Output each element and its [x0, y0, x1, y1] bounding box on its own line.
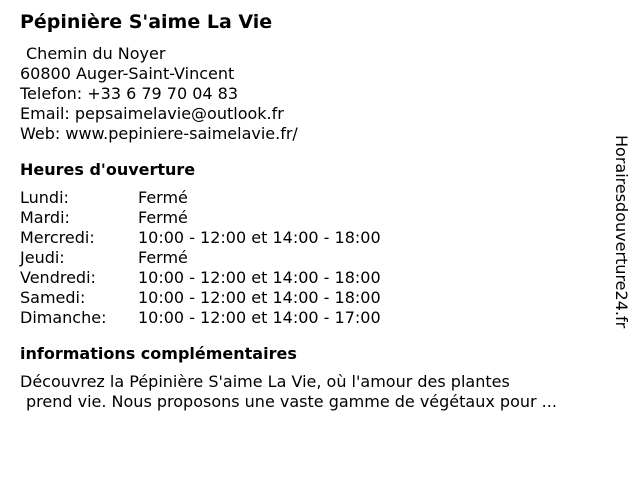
phone-number: Telefon: +33 6 79 70 04 83 [20, 84, 239, 103]
day-label: Lundi: [20, 188, 69, 207]
day-label: Mercredi: [20, 228, 95, 247]
hours-row-mercredi [20, 228, 381, 248]
hours-value: Fermé [138, 248, 188, 267]
website-address: Web: www.pepiniere-saimelavie.fr/ [20, 124, 298, 143]
day-label: Mardi: [20, 208, 70, 227]
day-label: Samedi: [20, 288, 86, 307]
hours-value: 10:00 - 12:00 et 14:00 - 18:00 [138, 288, 381, 307]
hours-row-vendredi [20, 268, 381, 288]
business-name: Pépinière S'aime La Vie [20, 11, 273, 33]
hours-row-dimanche [20, 308, 381, 328]
hours-row-samedi [20, 288, 381, 308]
hours-value: Fermé [138, 188, 188, 207]
email-address: Email: pepsaimelavie@outlook.fr [20, 104, 284, 123]
day-label: Vendredi: [20, 268, 96, 287]
info-heading: informations complémentaires [20, 344, 297, 363]
day-label: Jeudi: [20, 248, 65, 267]
hours-row-lundi [20, 188, 381, 208]
description-line-2: prend vie. Nous proposons une vaste gamme de végétaux pour ... [26, 392, 557, 411]
hours-value: Fermé [138, 208, 188, 227]
hours-value: 10:00 - 12:00 et 14:00 - 18:00 [138, 268, 381, 287]
day-label: Dimanche: [20, 308, 107, 327]
business-card [20, 10, 610, 412]
hours-value: 10:00 - 12:00 et 14:00 - 17:00 [138, 308, 381, 327]
hours-value: 10:00 - 12:00 et 14:00 - 18:00 [138, 228, 381, 247]
description [20, 372, 610, 412]
description-line-1: Découvrez la Pépinière S'aime La Vie, où l'amour des plantes [20, 372, 510, 391]
postal-city: 60800 Auger-Saint-Vincent [20, 64, 235, 83]
site-watermark-text: Horairesdouverture24.fr [612, 135, 631, 329]
address-block [20, 44, 610, 144]
hours-row-jeudi [20, 248, 381, 268]
hours-heading: Heures d'ouverture [20, 160, 196, 179]
street-address: Chemin du Noyer [26, 44, 166, 63]
opening-hours-table [20, 188, 381, 328]
hours-row-mardi [20, 208, 381, 228]
